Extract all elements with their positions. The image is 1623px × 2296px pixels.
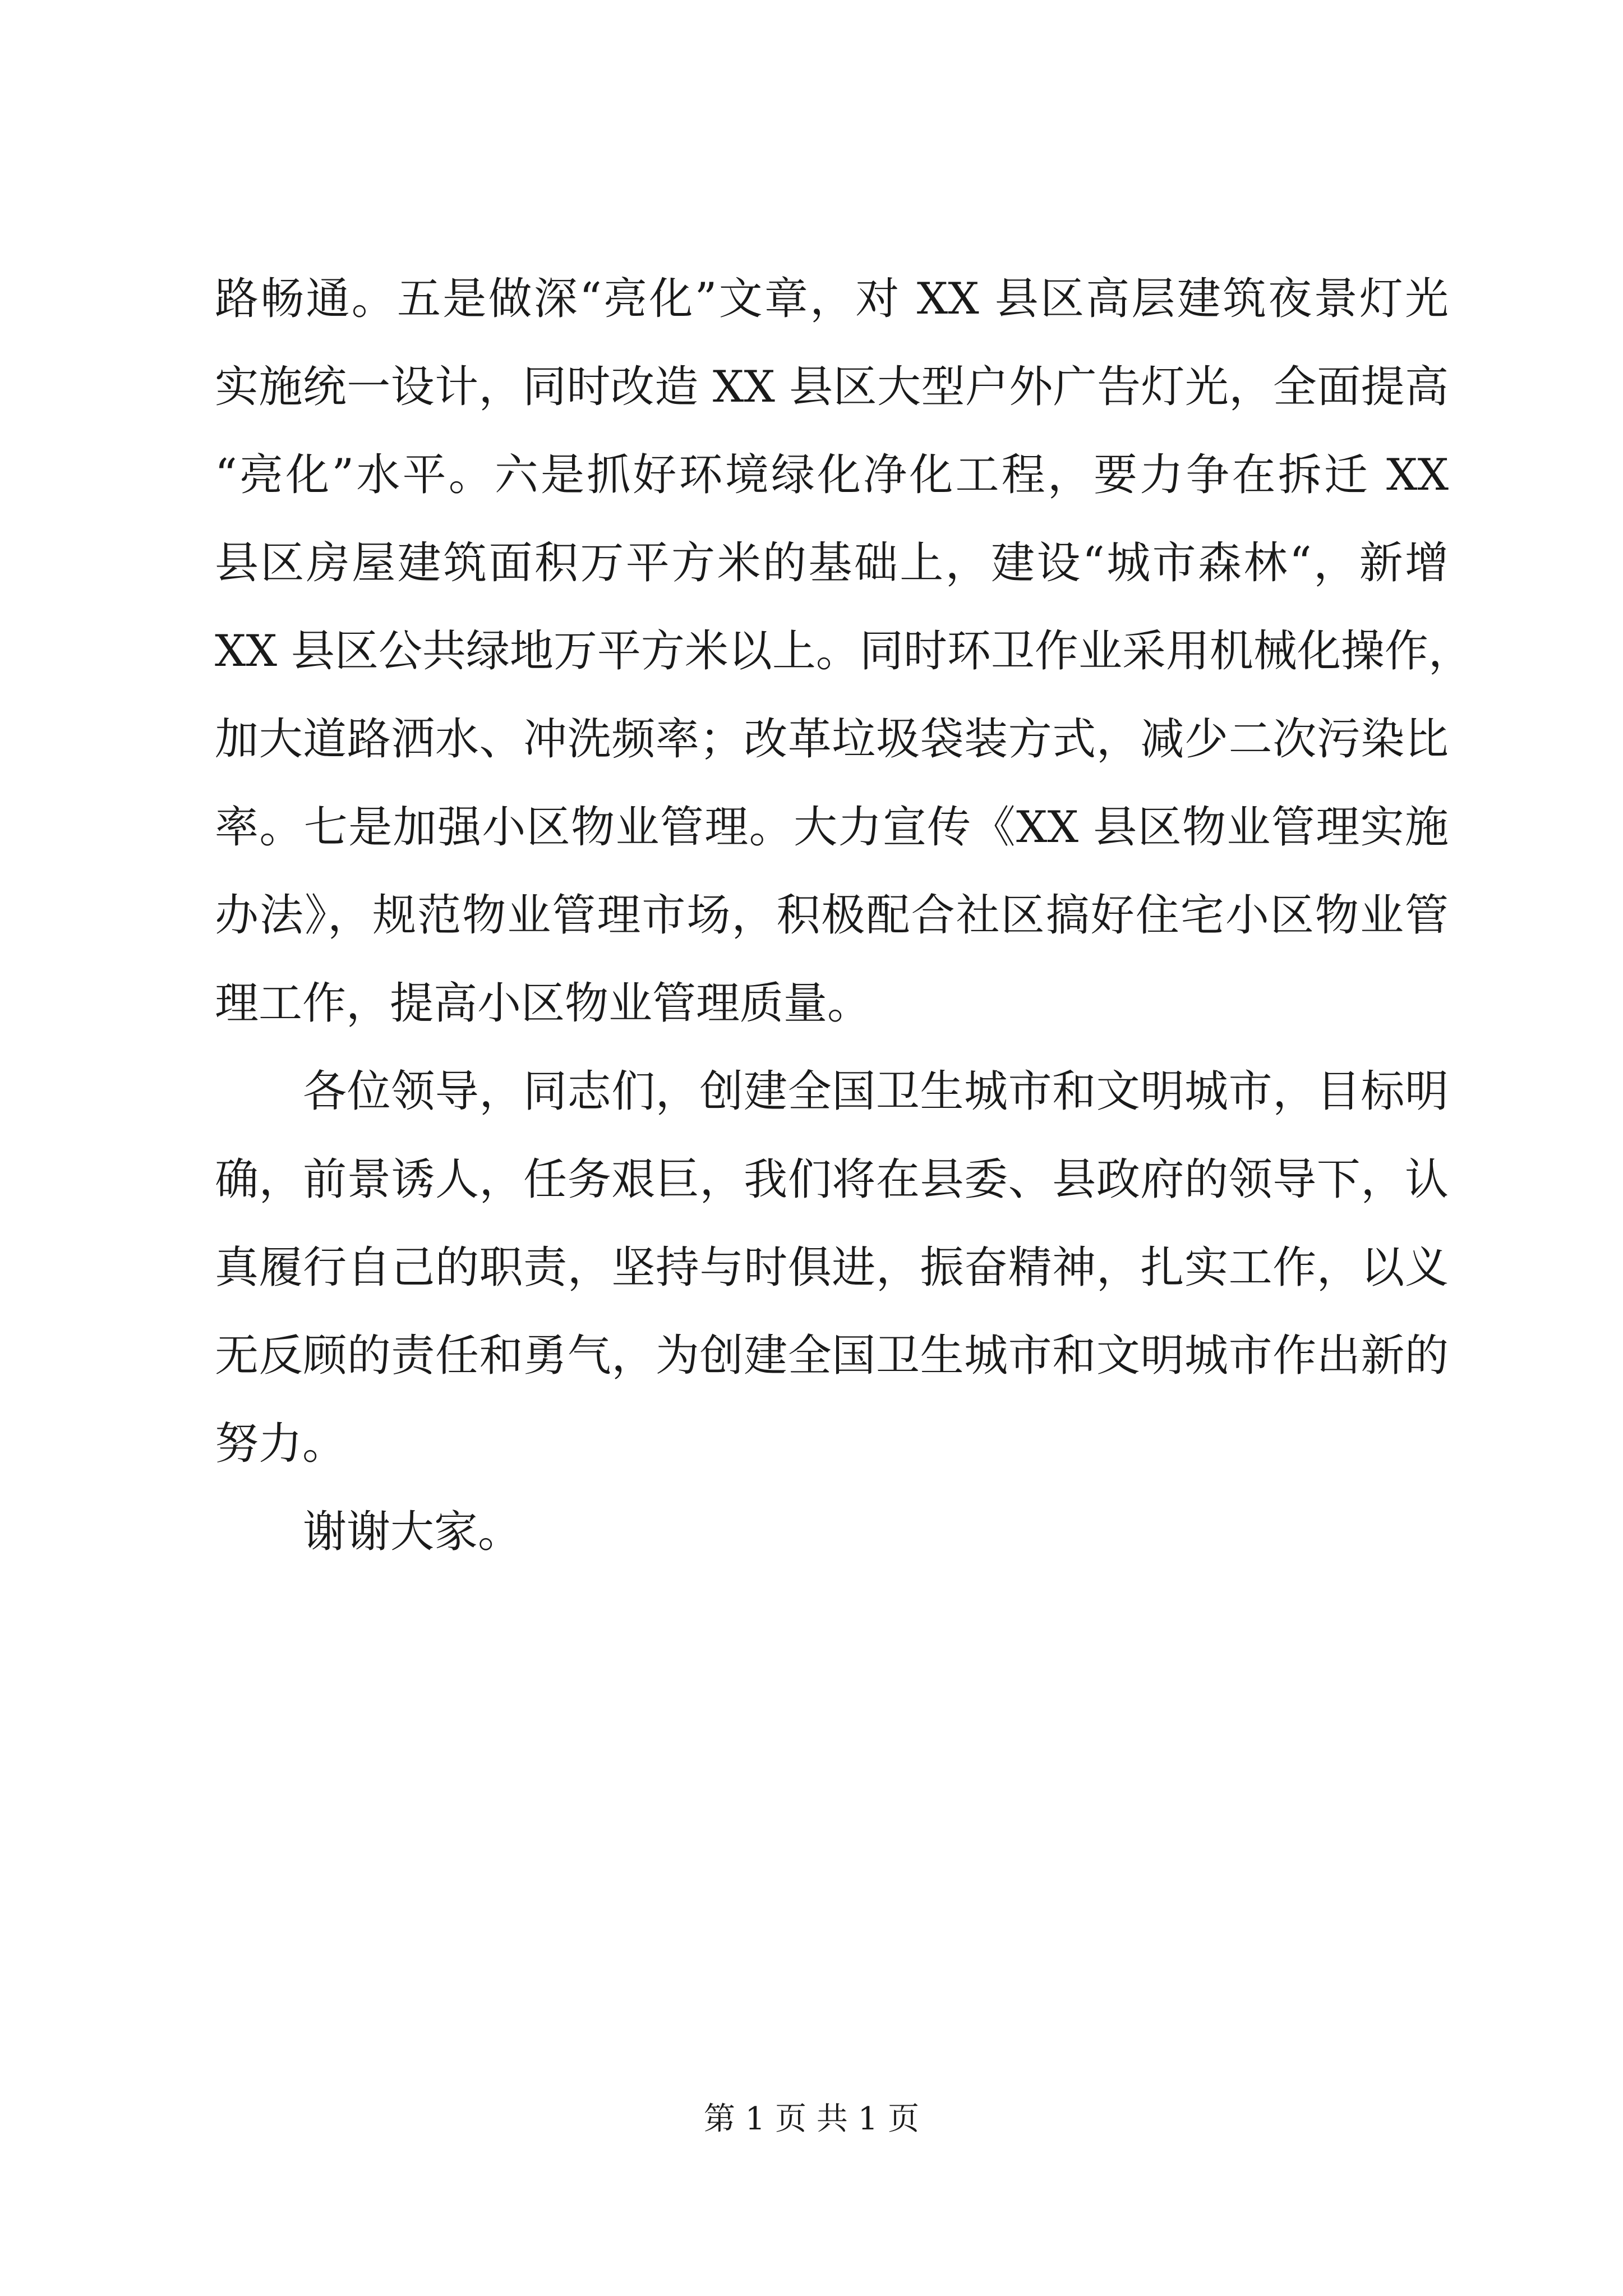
- paragraph-line: 理工作，提高小区物业管理质量。: [215, 978, 872, 1029]
- paragraph-line: 办法》，规范物业管理市场，积极配合社区搞好住宅小区物业管: [215, 890, 1449, 941]
- paragraph-line: 真履行自己的职责，坚持与时俱进，振奋精神，扎实工作，以义: [215, 1243, 1449, 1293]
- paragraph-line: 率。七是加强小区物业管理。大力宣传《XX 县区物业管理实施: [215, 802, 1449, 853]
- paragraph-line: 努力。: [215, 1419, 347, 1469]
- page-footer: [0, 2097, 1623, 2142]
- paragraph-line: 无反顾的责任和勇气，为创建全国卫生城市和文明城市作出新的: [215, 1331, 1449, 1381]
- paragraph-line: 实施统一设计，同时改造 XX 县区大型户外广告灯光，全面提高: [215, 362, 1449, 412]
- paragraph-2: [215, 1048, 1449, 1488]
- document-body: [215, 255, 1472, 1576]
- paragraph-line: 各位领导，同志们，创建全国卫生城市和文明城市，目标明: [303, 1066, 1449, 1117]
- paragraph-line: 加大道路洒水、冲洗频率；改革垃圾袋装方式，减少二次污染比: [215, 714, 1449, 765]
- paragraph-line: XX 县区公共绿地万平方米以上。同时环卫作业采用机械化操作，: [215, 626, 1472, 677]
- paragraph-line: 谢谢大家。: [303, 1507, 522, 1557]
- page-number-label: 第 1 页 共 1 页: [703, 2101, 920, 2137]
- paragraph-line: 路畅通。五是做深“亮化”文章，对 XX 县区高层建筑夜景灯光: [215, 274, 1449, 324]
- paragraph-line: 确，前景诱人，任务艰巨，我们将在县委、县政府的领导下，认: [215, 1154, 1449, 1205]
- paragraph-line: 县区房屋建筑面积万平方米的基础上，建设“城市森林“，新增: [215, 538, 1449, 588]
- paragraph-3: [215, 1488, 1449, 1576]
- paragraph-1: [215, 255, 1472, 1048]
- paragraph-line: “亮化”水平。六是抓好环境绿化净化工程，要力争在拆迁 XX: [215, 450, 1449, 500]
